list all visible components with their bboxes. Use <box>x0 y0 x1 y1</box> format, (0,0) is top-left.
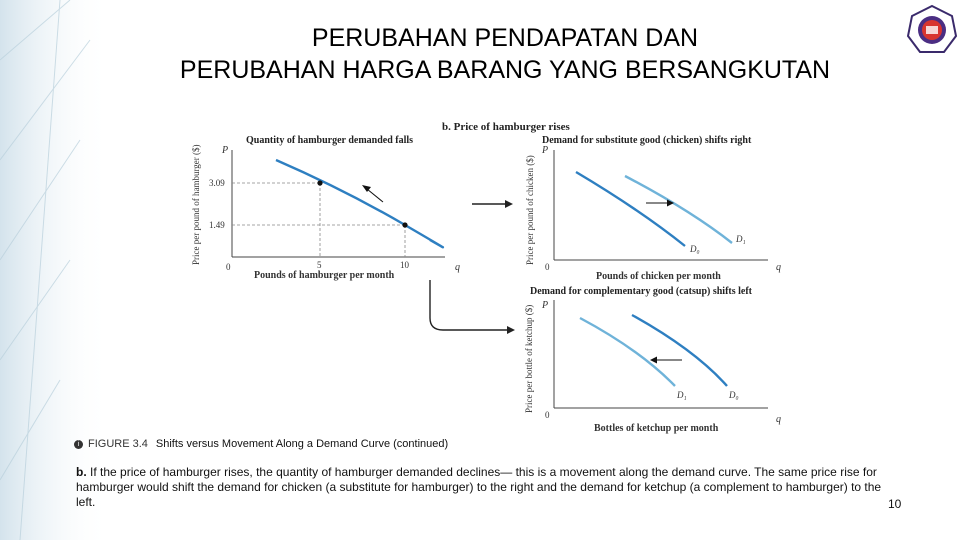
hamburger-x-label: Pounds of hamburger per month <box>254 270 395 281</box>
ketchup-y-symbol: P <box>542 300 549 311</box>
hamburger-y-symbol: P <box>222 145 229 156</box>
hamburger-ytick-low: 1.49 <box>209 220 225 230</box>
hamburger-xtick-5: 5 <box>317 260 322 270</box>
arrow-to-ketchup <box>430 280 508 330</box>
panel-hamburger <box>191 135 460 281</box>
title-line-1: PERUBAHAN PENDAPATAN DAN <box>311 24 699 52</box>
page-number: 10 <box>888 497 902 511</box>
panel-chicken <box>525 135 781 282</box>
hamburger-chart-title: Quantity of hamburger demanded falls <box>246 135 414 146</box>
chicken-d1-label: D₁ <box>736 234 746 244</box>
ketchup-curve-d1 <box>580 318 675 386</box>
figure-description <box>76 465 886 510</box>
chicken-curve-d1 <box>625 176 732 243</box>
chicken-x-symbol: q <box>776 262 781 273</box>
hamburger-x-symbol: q <box>455 262 460 273</box>
description-body: If the price of hamburger rises, the quantity of hamburger demanded declines— this is a movement along the demand curve. The same price rise for hamburger would shift the demand for chicken (a substitute for hamburger) to the right and the demand for ketchup (a complement to hamburger) to the left. <box>76 465 882 509</box>
ketchup-x-label: Bottles of ketchup per month <box>594 423 719 434</box>
chicken-y-symbol: P <box>542 145 549 156</box>
movement-arrow <box>367 189 383 202</box>
chicken-curve-d0 <box>576 172 685 246</box>
title-line-2: PERUBAHAN HARGA BARANG YANG BERSANGKUTAN <box>179 56 831 84</box>
panel-ketchup <box>524 286 781 434</box>
ketchup-y-label: Price per bottle of ketchup ($) <box>524 304 534 413</box>
ketchup-d0-label: D₀ <box>729 390 739 400</box>
arrow-to-ketchup-head <box>507 326 515 334</box>
chicken-x-label: Pounds of chicken per month <box>596 271 721 282</box>
ketchup-x-symbol: q <box>776 414 781 425</box>
chicken-y-label: Price per pound of chicken ($) <box>525 155 535 265</box>
hamburger-ytick-high: 3.09 <box>209 178 225 188</box>
chicken-origin: 0 <box>545 262 550 272</box>
arrow-to-chicken-head <box>505 200 513 208</box>
panel-heading: b. Price of hamburger rises <box>442 121 570 133</box>
chicken-chart-title: Demand for substitute good (chicken) shifts right <box>542 135 752 146</box>
hamburger-origin: 0 <box>226 262 231 272</box>
ketchup-chart-title: Demand for complementary good (catsup) shifts left <box>530 286 753 297</box>
ketchup-origin: 0 <box>545 410 550 420</box>
hamburger-point-a <box>317 180 322 185</box>
ketchup-shift-arrow-head <box>650 357 657 364</box>
ketchup-d1-label: D₁ <box>677 390 687 400</box>
hamburger-xtick-10: 10 <box>400 260 409 270</box>
connector-arrows <box>430 200 515 334</box>
figure-icon: i <box>74 440 83 449</box>
figure-caption <box>74 438 448 450</box>
figure-label: FIGURE 3.4 <box>88 438 148 450</box>
hamburger-y-label: Price per pound of hamburger ($) <box>191 144 201 265</box>
description-lead: b. <box>76 465 87 479</box>
hamburger-point-b <box>402 222 407 227</box>
figure-title: Shifts versus Movement Along a Demand Curve (continued) <box>155 438 449 450</box>
ketchup-curve-d0 <box>632 315 727 386</box>
chicken-d0-label: D₀ <box>690 244 700 254</box>
hamburger-demand-curve <box>276 160 443 247</box>
